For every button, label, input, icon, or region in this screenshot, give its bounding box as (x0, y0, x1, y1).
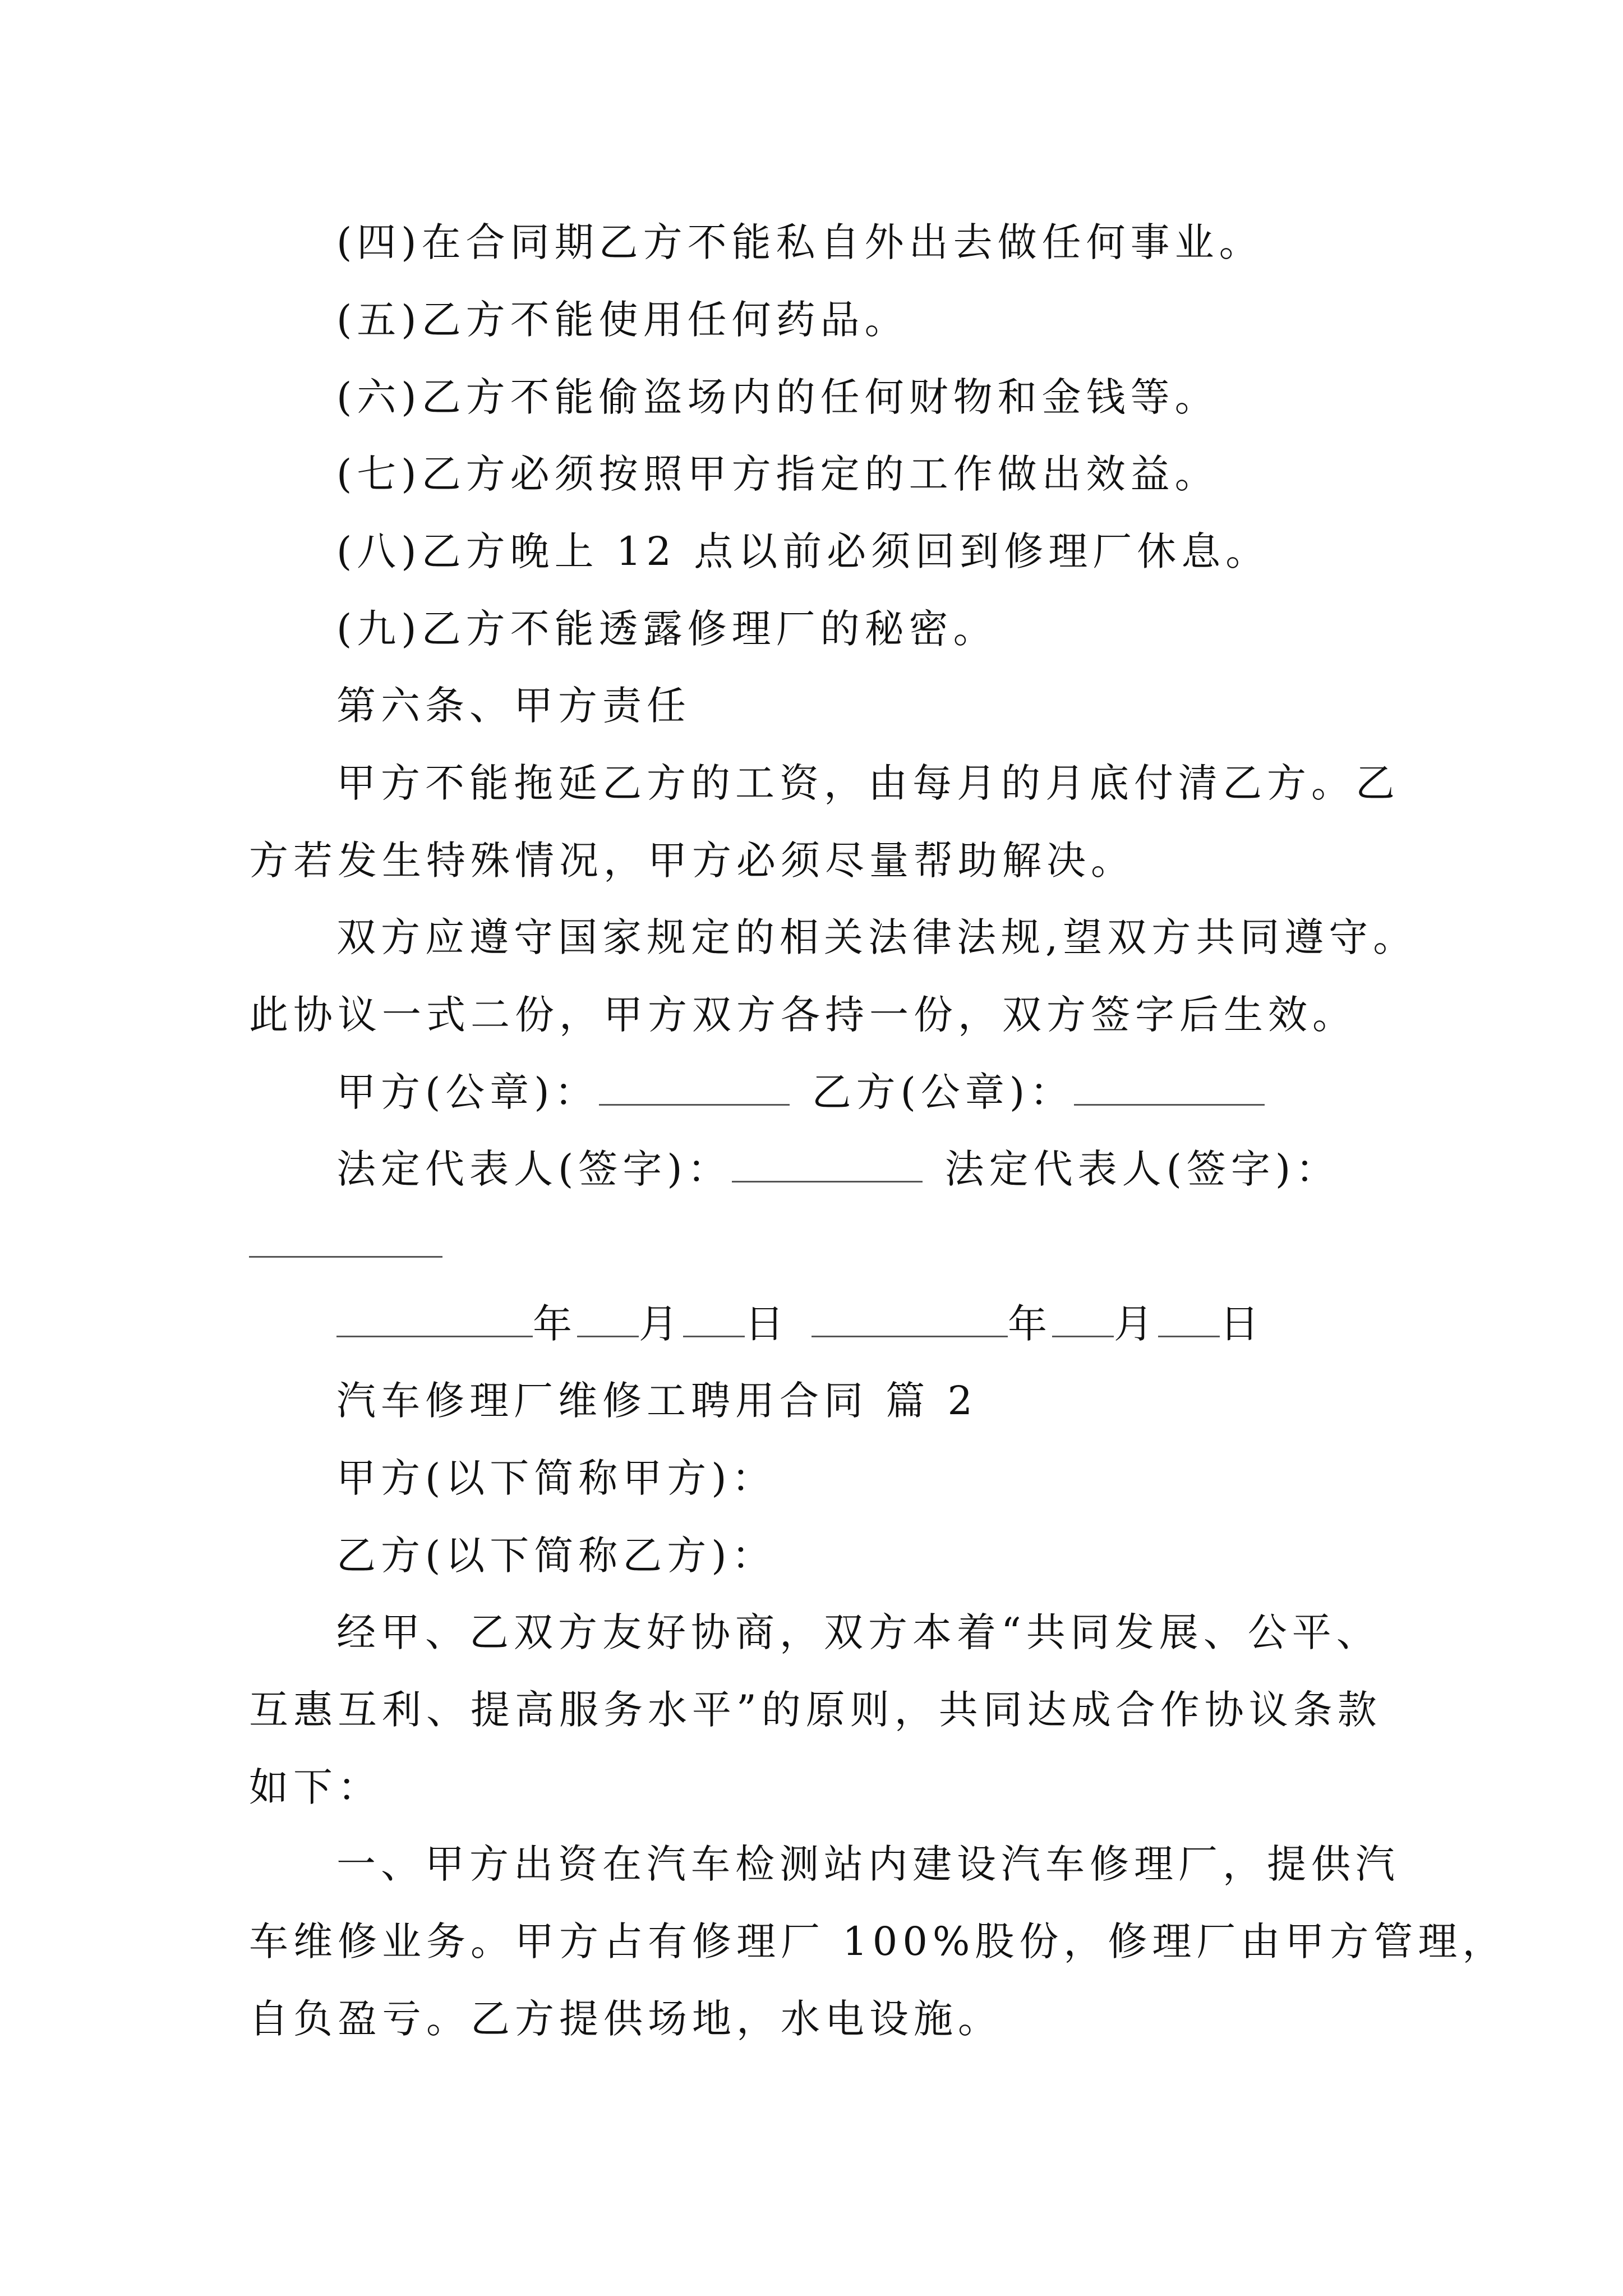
clause-item-6: (六)乙方不能偷盗场内的任何财物和金钱等。 (336, 374, 1219, 420)
contract-2-party-b: 乙方(以下简称乙方)： (336, 1533, 776, 1579)
contract-2-party-a: 甲方(以下简称甲方)： (336, 1455, 776, 1501)
party-a-seal-label: 甲方(公章)： (336, 1069, 599, 1115)
date-b-day-blank[interactable] (1158, 1301, 1220, 1337)
clause-item-4: (四)在合同期乙方不能私自外出去做任何事业。 (336, 219, 1264, 265)
representative-line (336, 1141, 1340, 1197)
contract-2-clause-1-line-1: 一、甲方出资在汽车检测站内建设汽车修理厂，提供汽 (336, 1841, 1400, 1887)
date-line (336, 1296, 1264, 1352)
article-6-text-line-2: 方若发生特殊情况，甲方必须尽量帮助解决。 (249, 838, 1135, 884)
date-b-month-label: 月 (1114, 1301, 1158, 1347)
date-b-day-label: 日 (1220, 1301, 1264, 1347)
party-b-seal-blank[interactable] (1074, 1069, 1265, 1106)
clause-item-8: (八)乙方晚上 12 点以前必须回到修理厂休息。 (336, 528, 1270, 574)
date-a-day-blank[interactable] (683, 1301, 745, 1337)
date-a-year-blank[interactable] (336, 1301, 533, 1337)
date-a-year-label: 年 (533, 1301, 577, 1347)
contract-2-intro-line-1: 经甲、乙双方友好协商，双方本着“共同发展、公平、 (336, 1609, 1381, 1655)
date-a-month-blank[interactable] (577, 1301, 639, 1337)
date-b-year-blank[interactable] (811, 1301, 1008, 1337)
date-a-day-label: 日 (745, 1301, 789, 1347)
contract-2-clause-1-line-2: 车维修业务。甲方占有修理厂 100%股份，修理厂由甲方管理， (249, 1918, 1507, 1964)
date-b-year-label: 年 (1008, 1301, 1052, 1347)
clause-item-9: (九)乙方不能透露修理厂的秘密。 (336, 606, 998, 652)
date-a-month-label: 月 (639, 1301, 683, 1347)
date-b-month-blank[interactable] (1052, 1301, 1114, 1337)
clause-item-5: (五)乙方不能使用任何药品。 (336, 297, 909, 343)
article-6-heading: 第六条、甲方责任 (336, 683, 691, 729)
contract-2-title: 汽车修理厂维修工聘用合同 篇 2 (336, 1378, 978, 1424)
party-a-seal-blank[interactable] (599, 1069, 790, 1106)
article-6-text-line-1: 甲方不能拖延乙方的工资，由每月的月底付清乙方。乙 (336, 760, 1400, 806)
rep-a-label: 法定代表人(签字)： (336, 1146, 732, 1192)
party-b-seal-label: 乙方(公章)： (811, 1069, 1075, 1115)
compliance-line-2: 此协议一式二份，甲方双方各持一份，双方签字后生效。 (249, 992, 1357, 1038)
contract-2-intro-line-2: 互惠互利、提高服务水平”的原则，共同达成合作协议条款 (249, 1687, 1382, 1733)
clause-item-7: (七)乙方必须按照甲方指定的工作做出效益。 (336, 451, 1219, 497)
contract-2-clause-1-line-3: 自负盈亏。乙方提供场地，水电设施。 (249, 1996, 1002, 2042)
compliance-line-1: 双方应遵守国家规定的相关法律法规,望双方共同遵守。 (336, 914, 1418, 960)
rep-b-signature-blank[interactable] (249, 1256, 442, 1258)
contract-2-intro-line-3: 如下： (249, 1764, 382, 1810)
rep-a-signature-blank[interactable] (732, 1146, 923, 1182)
rep-b-label: 法定代表人(签字)： (944, 1146, 1340, 1192)
seal-line (336, 1064, 1265, 1120)
